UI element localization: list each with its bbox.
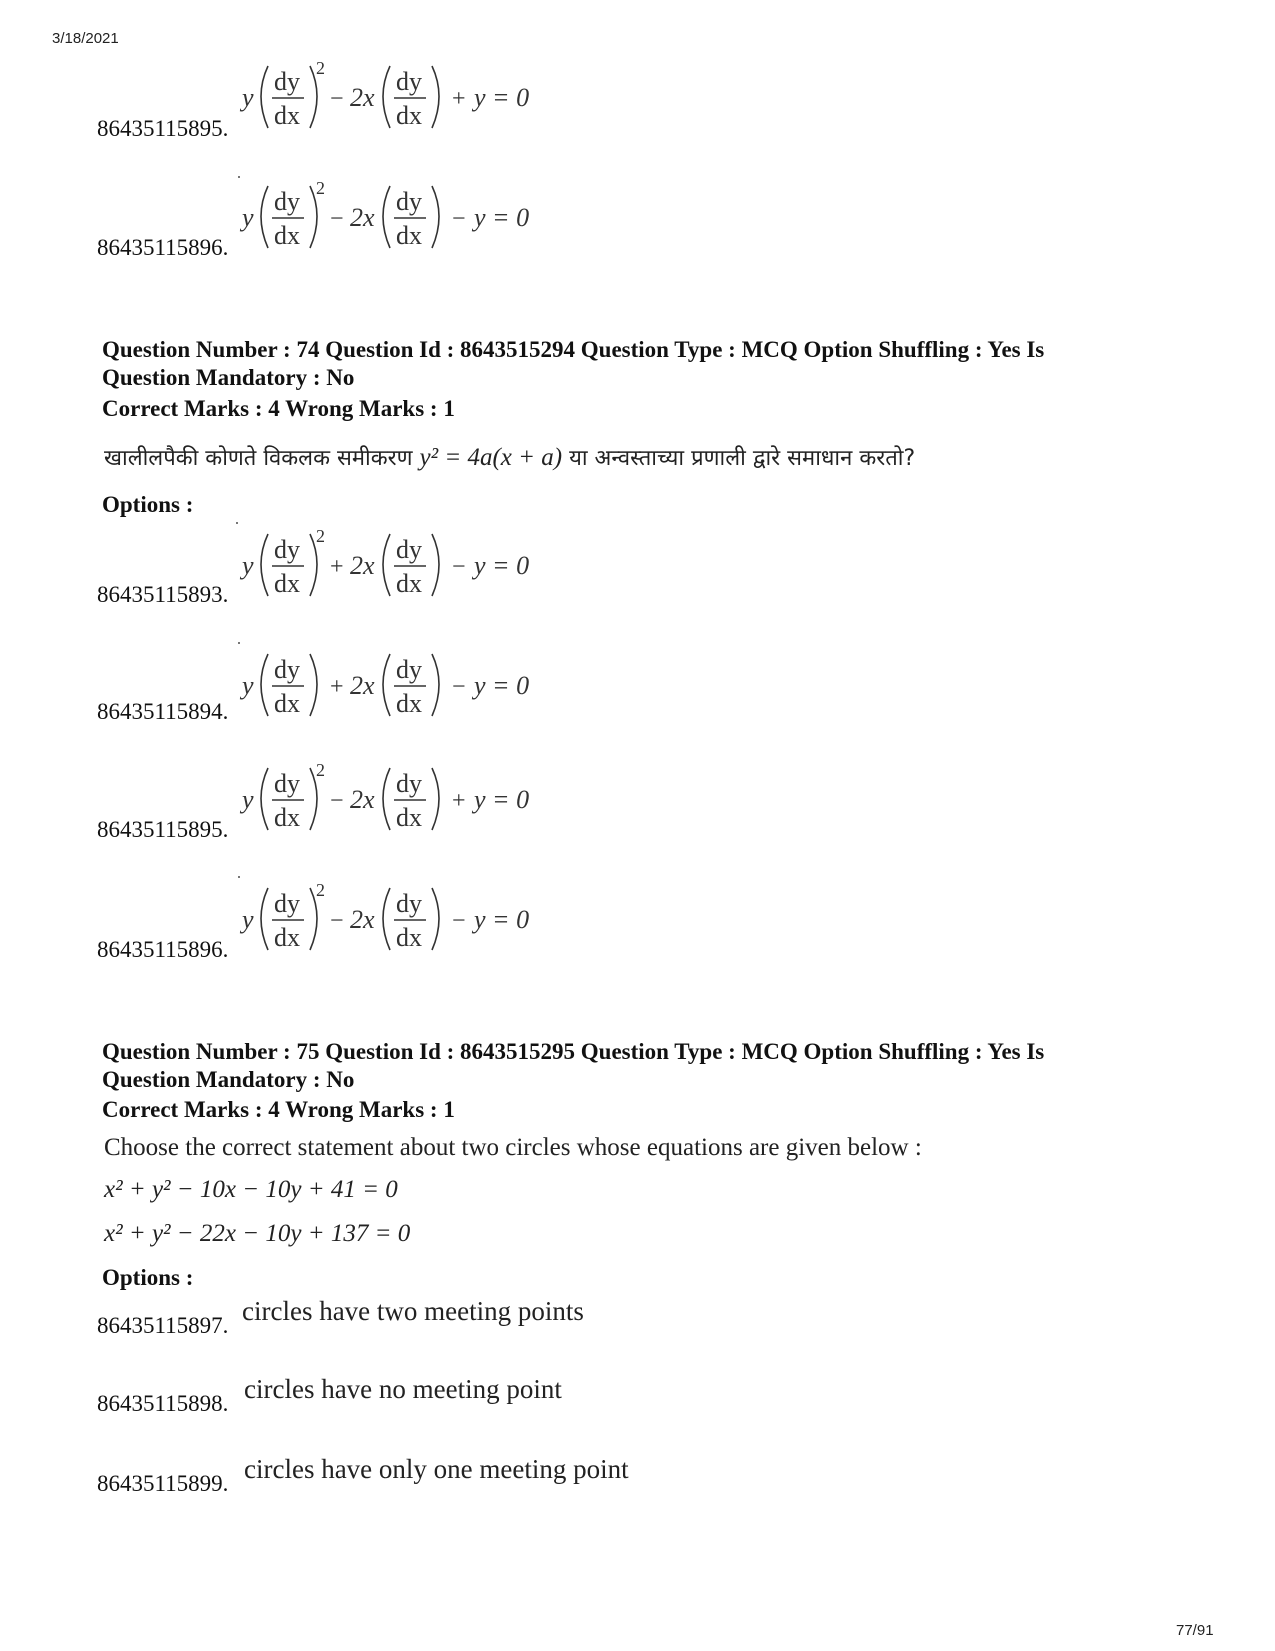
equation-svg (240, 760, 550, 840)
page-number: 77/91 (1176, 1622, 1214, 1639)
print-date: 3/18/2021 (52, 30, 119, 47)
question-header-line: Question Mandatory : No (102, 365, 355, 390)
fraction-numerator: dy (396, 187, 422, 216)
derivative-fraction (394, 889, 426, 952)
operator: − (330, 206, 344, 232)
fraction-numerator: dy (274, 889, 300, 918)
equation-variable: y (242, 551, 254, 580)
fraction-denominator: dx (396, 803, 422, 832)
option-text: circles have two meeting points (242, 1296, 584, 1326)
exponent: 2 (316, 58, 325, 78)
right-paren (432, 768, 439, 830)
equation-rhs: y = 0 (474, 905, 530, 934)
question-75-equation-2: x² + y² − 22x − 10y + 137 = 0 (104, 1220, 411, 1247)
question-75-text: Choose the correct statement about two circles whose equations are given below : (104, 1134, 922, 1161)
fraction-numerator: dy (396, 889, 422, 918)
equation-rhs: y = 0 (474, 83, 530, 112)
question-75-header (102, 1038, 1202, 1094)
coefficient: 2x (350, 83, 375, 112)
operator: + (330, 554, 344, 580)
equation-variable: y (242, 905, 254, 934)
equation-rhs: y = 0 (474, 785, 530, 814)
left-paren (261, 534, 268, 596)
fraction-denominator: dx (396, 569, 422, 598)
right-paren (432, 186, 439, 248)
derivative-fraction (394, 655, 426, 718)
equation-svg (240, 880, 550, 960)
operator: − (452, 674, 466, 700)
equation-option (240, 178, 550, 258)
derivative-fraction (272, 655, 304, 718)
operator: − (330, 788, 344, 814)
equation-rhs: y = 0 (474, 551, 530, 580)
fraction-numerator: dy (274, 655, 300, 684)
exponent: 2 (316, 178, 325, 198)
derivative-fraction (272, 769, 304, 832)
scan-dot (238, 642, 240, 644)
fraction-numerator: dy (274, 535, 300, 564)
coefficient: 2x (350, 203, 375, 232)
operator: − (330, 86, 344, 112)
derivative-fraction (272, 889, 304, 952)
operator: + (452, 788, 466, 814)
left-paren (383, 768, 390, 830)
fraction-numerator: dy (274, 67, 300, 96)
right-paren (432, 66, 439, 128)
equation-option (240, 58, 550, 138)
equation-svg (240, 646, 550, 726)
right-paren (310, 654, 317, 716)
equation-rhs: y = 0 (474, 671, 530, 700)
coefficient: 2x (350, 671, 375, 700)
question-header-line: Question Number : 75 Question Id : 8643515295 Question Type : MCQ Option Shuffling : Yes Is (102, 1039, 1045, 1064)
right-paren (432, 654, 439, 716)
question-75-marks: Correct Marks : 4 Wrong Marks : 1 (102, 1097, 455, 1122)
exponent: 2 (316, 880, 325, 900)
coefficient: 2x (350, 785, 375, 814)
fraction-numerator: dy (274, 187, 300, 216)
operator: − (452, 206, 466, 232)
coefficient: 2x (350, 905, 375, 934)
fraction-numerator: dy (396, 67, 422, 96)
equation-variable: y (242, 671, 254, 700)
question-74-text (104, 442, 915, 472)
fraction-denominator: dx (274, 221, 300, 250)
option-id: 86435115895. (97, 116, 229, 141)
derivative-fraction (394, 769, 426, 832)
option-id: 86435115894. (97, 699, 229, 724)
fraction-numerator: dy (396, 535, 422, 564)
scan-dot (238, 876, 240, 878)
left-paren (261, 186, 268, 248)
derivative-fraction (272, 187, 304, 250)
question-75-equation-1: x² + y² − 10x − 10y + 41 = 0 (104, 1176, 398, 1203)
option-id: 86435115897. (97, 1313, 229, 1338)
question-header-line: Question Number : 74 Question Id : 8643515294 Question Type : MCQ Option Shuffling : Yes Is (102, 337, 1045, 362)
fraction-denominator: dx (274, 101, 300, 130)
option-id: 86435115898. (97, 1391, 229, 1416)
left-paren (261, 768, 268, 830)
derivative-fraction (272, 535, 304, 598)
fraction-denominator: dx (274, 569, 300, 598)
question-header-line: Question Mandatory : No (102, 1067, 355, 1092)
equation-option (240, 526, 550, 606)
equation-variable: y (242, 785, 254, 814)
options-label: Options : (102, 1265, 194, 1290)
question-inline-equation: y² = 4a(x + a) (419, 444, 563, 471)
coefficient: 2x (350, 551, 375, 580)
options-label: Options : (102, 492, 194, 517)
option-id: 86435115896. (97, 235, 229, 260)
right-paren (432, 888, 439, 950)
option-id: 86435115895. (97, 817, 229, 842)
option-text: circles have only one meeting point (244, 1454, 629, 1484)
fraction-numerator: dy (274, 769, 300, 798)
option-id: 86435115896. (97, 937, 229, 962)
operator: + (452, 86, 466, 112)
left-paren (383, 186, 390, 248)
equation-svg (240, 526, 550, 606)
equation-option (240, 880, 550, 960)
derivative-fraction (272, 67, 304, 130)
fraction-denominator: dx (274, 923, 300, 952)
exponent: 2 (316, 526, 325, 546)
equation-variable: y (242, 203, 254, 232)
equation-option (240, 646, 550, 726)
fraction-denominator: dx (274, 803, 300, 832)
right-paren (432, 534, 439, 596)
scan-dot (236, 522, 238, 524)
fraction-numerator: dy (396, 655, 422, 684)
fraction-denominator: dx (396, 101, 422, 130)
left-paren (383, 888, 390, 950)
fraction-denominator: dx (274, 689, 300, 718)
question-text-before: खालीलपैकी कोणते विकलक समीकरण (104, 446, 413, 471)
equation-option (240, 760, 550, 840)
left-paren (261, 66, 268, 128)
fraction-numerator: dy (396, 769, 422, 798)
operator: − (452, 908, 466, 934)
fraction-denominator: dx (396, 221, 422, 250)
equation-rhs: y = 0 (474, 203, 530, 232)
left-paren (261, 888, 268, 950)
option-id: 86435115893. (97, 582, 229, 607)
derivative-fraction (394, 187, 426, 250)
operator: − (452, 554, 466, 580)
exponent: 2 (316, 760, 325, 780)
left-paren (383, 534, 390, 596)
fraction-denominator: dx (396, 689, 422, 718)
equation-svg (240, 58, 550, 138)
option-text: circles have no meeting point (244, 1374, 562, 1404)
question-74-marks: Correct Marks : 4 Wrong Marks : 1 (102, 396, 455, 421)
fraction-denominator: dx (396, 923, 422, 952)
option-id: 86435115899. (97, 1471, 229, 1496)
question-text-after: या अन्वस्ताच्या प्रणाली द्वारे समाधान करतो? (569, 446, 916, 471)
derivative-fraction (394, 67, 426, 130)
question-74-header (102, 336, 1202, 392)
left-paren (383, 66, 390, 128)
left-paren (261, 654, 268, 716)
equation-svg (240, 178, 550, 258)
equation-variable: y (242, 83, 254, 112)
left-paren (383, 654, 390, 716)
operator: + (330, 674, 344, 700)
operator: − (330, 908, 344, 934)
derivative-fraction (394, 535, 426, 598)
